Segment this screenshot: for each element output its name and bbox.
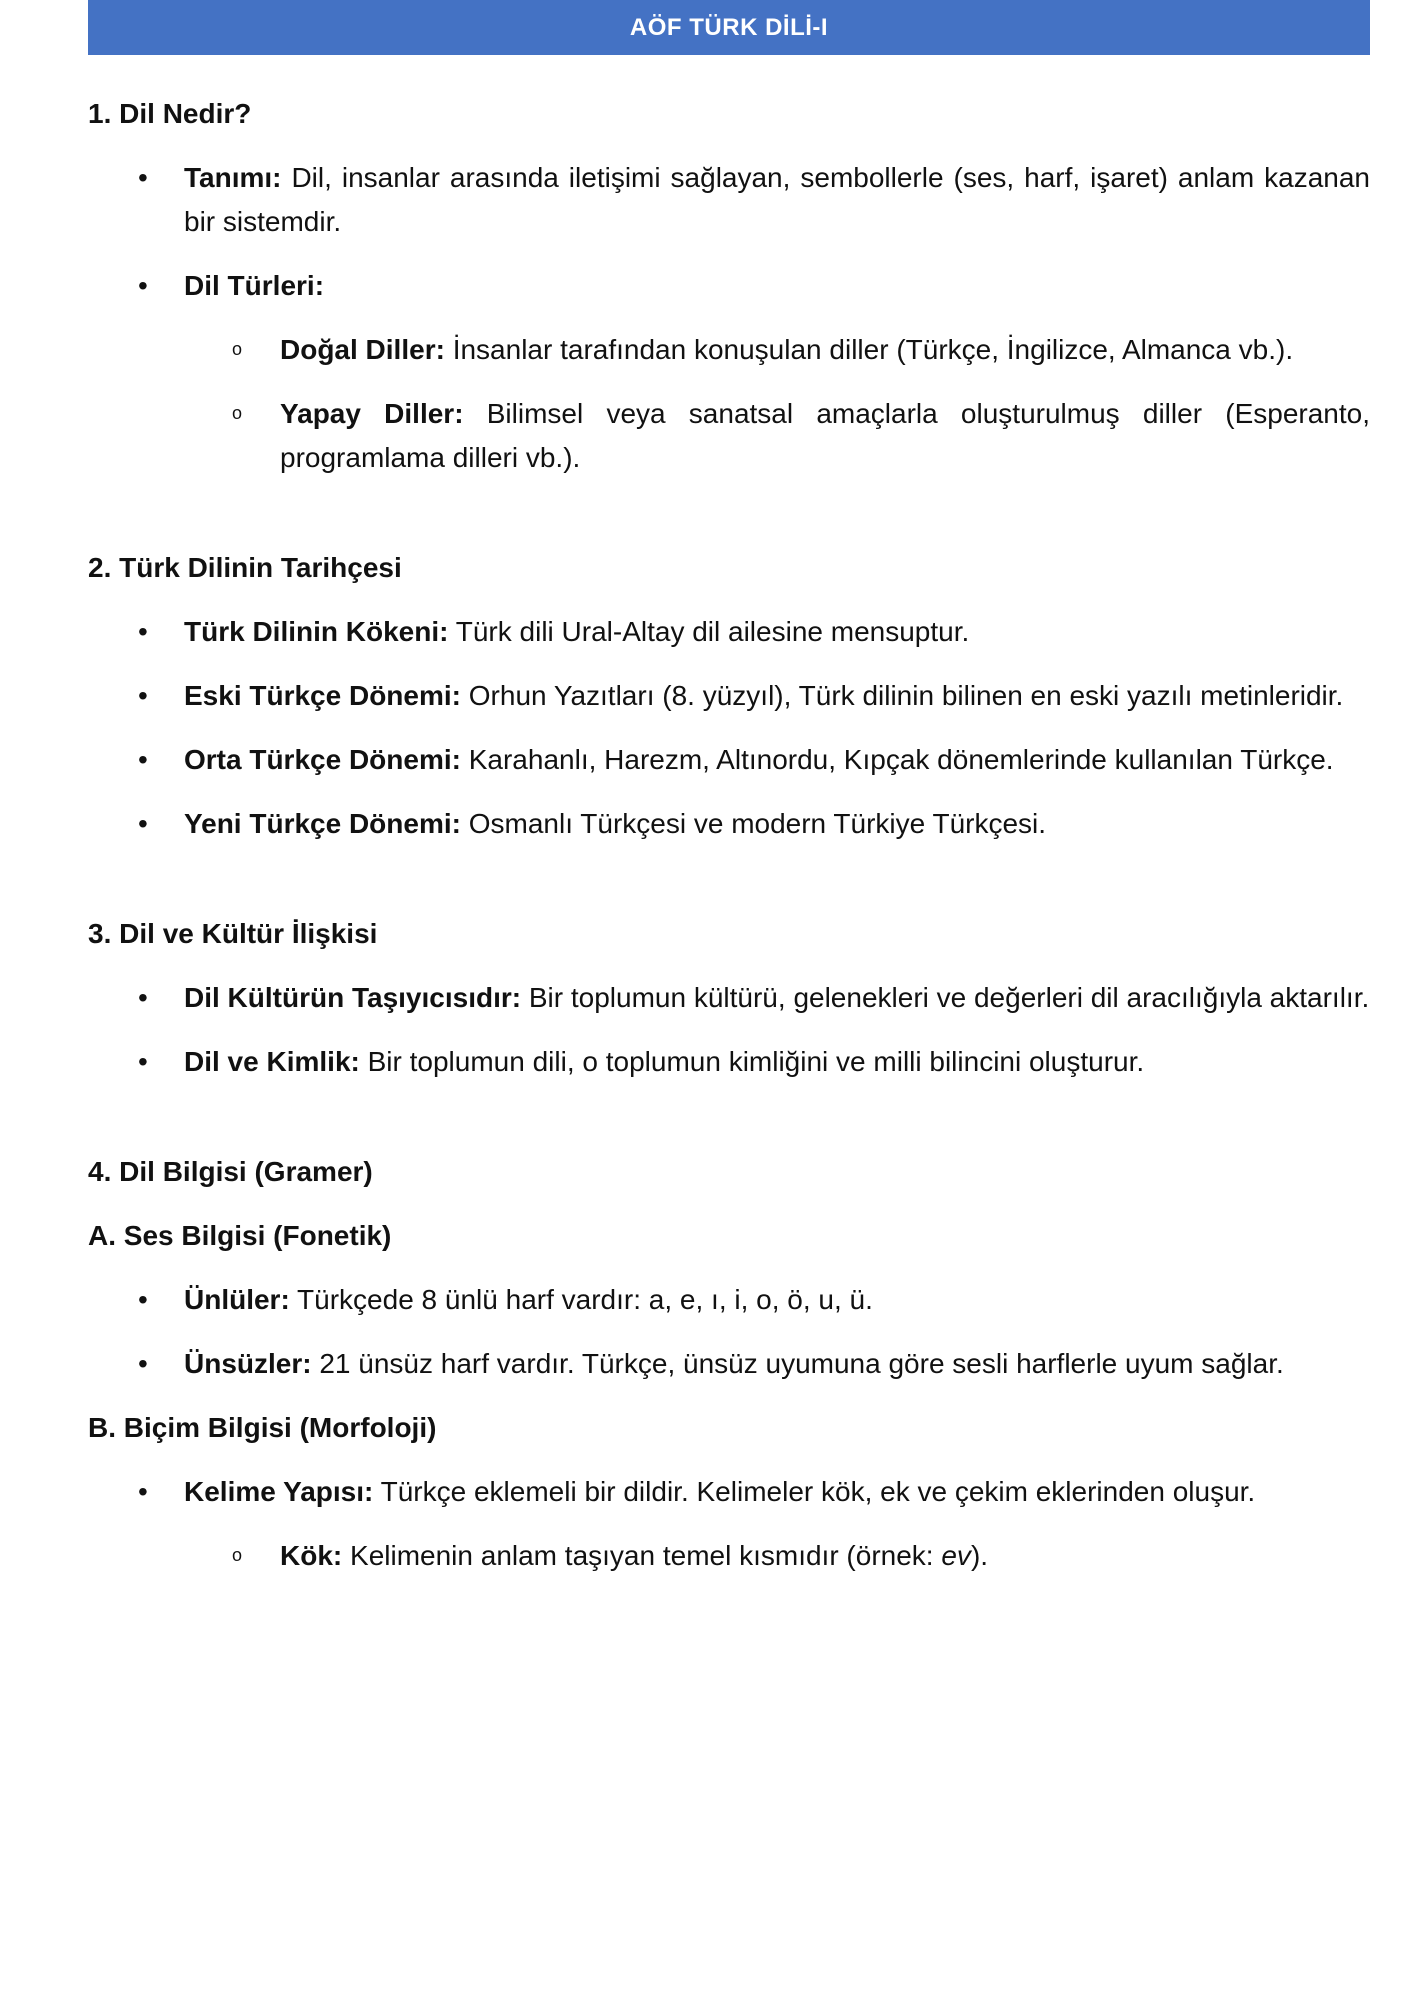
bullet-list (88, 156, 1370, 480)
item-text: Bir toplumun kültürü, gelenekleri ve değerleri dil aracılığıyla aktarılır. (521, 982, 1370, 1013)
item-text: Bilimsel veya sanatsal amaçlarla oluşturulmuş diller (Esperanto, programlama dilleri vb.). (280, 398, 1370, 473)
bullet-list (88, 1470, 1370, 1578)
sub-heading-ses-bilgisi: A. Ses Bilgisi (Fonetik) (88, 1220, 392, 1251)
item-label: Doğal Diller: (280, 334, 445, 365)
item-text-end: ). (970, 1540, 989, 1571)
item-text: Orhun Yazıtları (8. yüzyıl), Türk dilinin bilinen en eski yazılı metinleridir. (460, 680, 1344, 711)
item-label: Kelime Yapısı: (184, 1476, 374, 1507)
section-heading-dil-nedir: 1. Dil Nedir? (88, 98, 252, 129)
item-label: Dil ve Kimlik: (184, 1046, 360, 1077)
item-label: Tanımı: (184, 162, 282, 193)
section-heading-tarihce: 2. Türk Dilinin Tarihçesi (88, 552, 402, 583)
example-word: ev (941, 1540, 971, 1571)
list-item (88, 674, 1370, 718)
sub-list (184, 328, 1370, 480)
sub-list-item (184, 1534, 1370, 1578)
item-text: 21 ünsüz harf vardır. Türkçe, ünsüz uyumuna göre sesli harflerle uyum sağlar. (311, 1348, 1284, 1379)
item-text: Karahanlı, Harezm, Altınordu, Kıpçak dönemlerinde kullanılan Türkçe. (460, 744, 1334, 775)
bullet-list (88, 610, 1370, 846)
item-text: Türkçe eklemeli bir dildir. Kelimeler kök, ek ve çekim eklerinden oluşur. (373, 1476, 1256, 1507)
list-item (88, 1470, 1370, 1578)
item-label: Dil Türleri: (184, 270, 325, 301)
item-label: Türk Dilinin Kökeni: (184, 616, 449, 647)
list-item (88, 976, 1370, 1020)
item-text: Kelimenin anlam taşıyan temel kısmıdır (örnek: (342, 1540, 942, 1571)
item-label: Orta Türkçe Dönemi: (184, 744, 461, 775)
list-item (88, 1040, 1370, 1084)
list-item (88, 802, 1370, 846)
sub-heading-bicim-bilgisi: B. Biçim Bilgisi (Morfoloji) (88, 1412, 437, 1443)
item-text: Dil, insanlar arasında iletişimi sağlayan, sembollerle (ses, harf, işaret) anlam kazanan bir sistemdir. (184, 162, 1370, 237)
sub-list-item (184, 328, 1370, 372)
list-item (88, 610, 1370, 654)
list-item (88, 156, 1370, 244)
item-label: Eski Türkçe Dönemi: (184, 680, 461, 711)
section-heading-dil-kultur: 3. Dil ve Kültür İlişkisi (88, 918, 378, 949)
item-label: Dil Kültürün Taşıyıcısıdır: (184, 982, 522, 1013)
section-heading-dil-bilgisi: 4. Dil Bilgisi (Gramer) (88, 1156, 373, 1187)
bullet-list (88, 976, 1370, 1084)
item-label: Yapay Diller: (280, 398, 464, 429)
item-text: İnsanlar tarafından konuşulan diller (Türkçe, İngilizce, Almanca vb.). (444, 334, 1294, 365)
sub-list (184, 1534, 1370, 1578)
item-label: Kök: (280, 1540, 343, 1571)
document-content (88, 92, 1370, 1578)
sub-list-item (184, 392, 1370, 480)
list-item (88, 1278, 1370, 1322)
item-label: Ünlüler: (184, 1284, 290, 1315)
list-item (88, 1342, 1370, 1386)
item-label: Ünsüzler: (184, 1348, 312, 1379)
item-text: Türk dili Ural-Altay dil ailesine mensuptur. (448, 616, 970, 647)
list-item (88, 264, 1370, 480)
document-title: AÖF TÜRK DİLİ-I (629, 13, 829, 41)
item-text: Bir toplumun dili, o toplumun kimliğini ve milli bilincini oluşturur. (359, 1046, 1145, 1077)
bullet-list (88, 1278, 1370, 1386)
list-item (88, 738, 1370, 782)
item-label: Yeni Türkçe Dönemi: (184, 808, 461, 839)
item-text: Türkçede 8 ünlü harf vardır: a, e, ı, i, o, ö, u, ü. (289, 1284, 873, 1315)
item-text: Osmanlı Türkçesi ve modern Türkiye Türkçesi. (460, 808, 1047, 839)
header-bar (88, 0, 1370, 55)
